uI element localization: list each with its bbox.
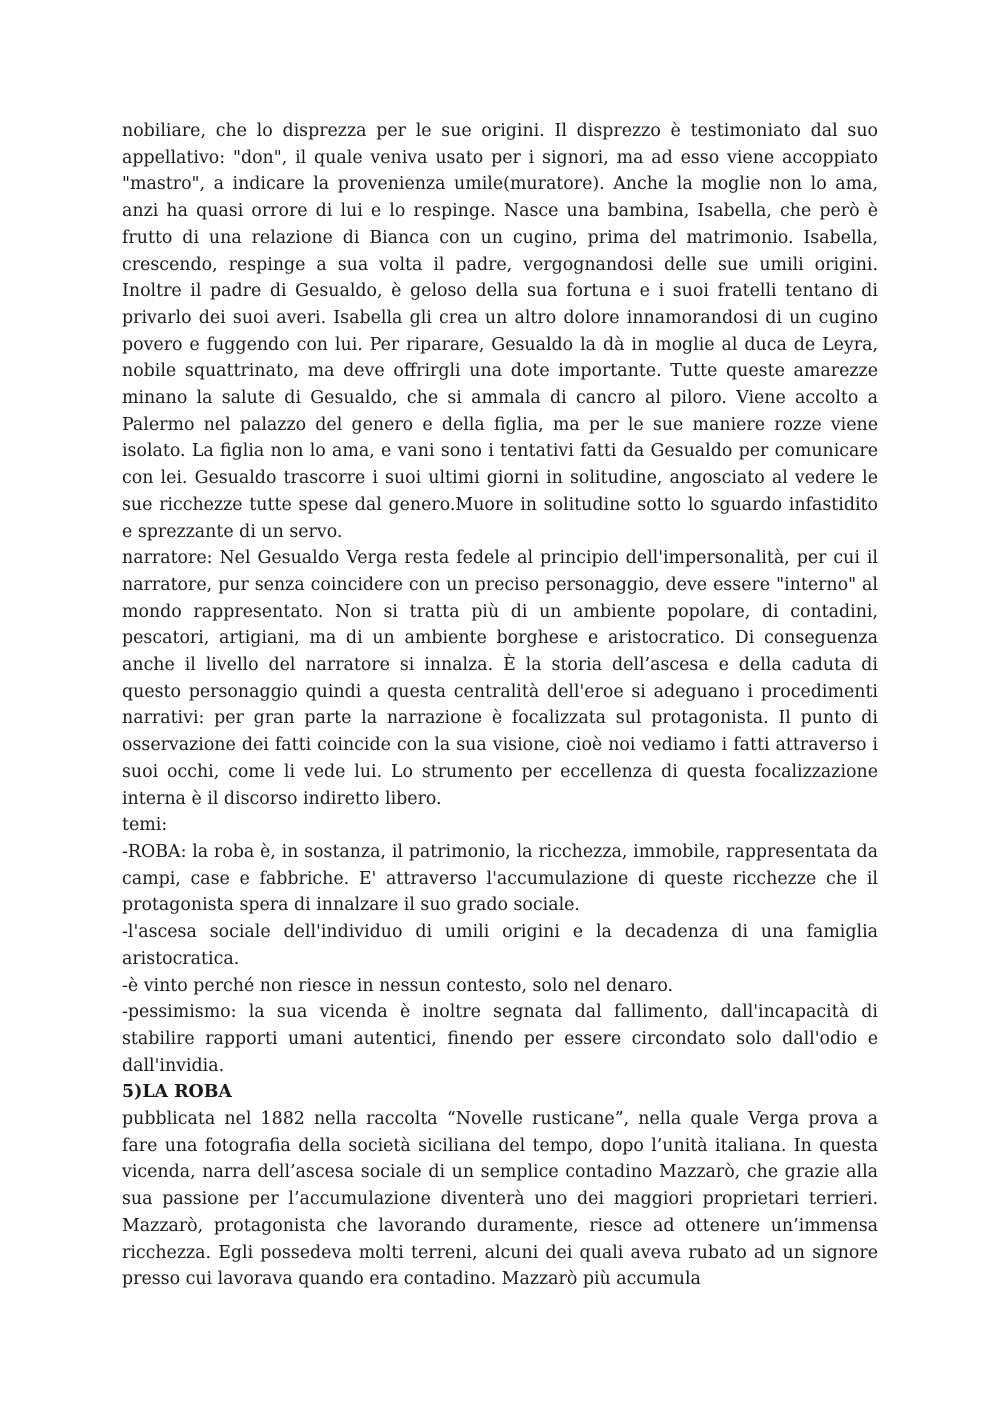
la-roba-paragraph: pubblicata nel 1882 nella raccolta “Novelle rusticane”, nella quale Verga prova a fare una fotografia della società siciliana del tempo, dopo l’unità italiana. In questa vicenda, narra dell’ascesa sociale di un semplice contadino Mazzarò, che grazie alla sua passione per l’accumulazione diventerà uno dei maggiori proprietari terrieri. Mazzarò, protagonista che lavorando duramente, riesce ad ottenere un’immensa ricchezza. Egli possedeva molti terreni, alcuni dei quali aveva rubato ad un signore presso cui lavorava quando era contadino. Mazzarò più accumula <box>122 1109 878 1290</box>
theme-roba: -ROBA: la roba è, in sostanza, il patrimonio, la ricchezza, immobile, rappresentata da campi, case e fabbriche. E' attraverso l'accumulazione di queste ricchezze che il protagonista spera di innalzare il suo grado sociale. <box>122 841 878 916</box>
narrator-paragraph: narratore: Nel Gesualdo Verga resta fedele al principio dell'impersonalità, per cui il narratore, pur senza coincidere con un preciso personaggio, deve essere "interno" al mondo rappresentato. Non si tratta più di un ambiente popolare, di contadini, pescatori, artigiani, ma di un ambiente borghese e aristocratico. Di conseguenza anche il livello del narratore si innalza. È la storia dell’ascesa e della caduta di questo personaggio quindi a questa centralità dell'eroe si adeguano i procedimenti narrativi: per gran parte la narrazione è focalizzata sul protagonista. Il punto di osservazione dei fatti coincide con la sua visione, cioè noi vediamo i fatti attraverso i suoi occhi, come li vede lui. Lo strumento per eccellenza di questa focalizzazione interna è il discorso indiretto libero. <box>122 548 878 809</box>
plot-paragraph: nobiliare, che lo disprezza per le sue origini. Il disprezzo è testimoniato dal suo appellativo: "don", il quale veniva usato per i signori, ma ad esso viene accoppiato "mastro", a indicare la provenienza umile(muratore). Anche la moglie non lo ama, anzi ha quasi orrore di lui e lo respinge. Nasce una bambina, Isabella, che però è frutto di una relazione di Bianca con un cugino, prima del matrimonio. Isabella, crescendo, respinge a sua volta il padre, vergognandosi delle sue umili origini. Inoltre il padre di Gesualdo, è geloso della sua fortuna e i suoi fratelli tentano di privarlo dei suoi averi. Isabella gli crea un altro dolore innamorandosi di un cugino povero e fuggendo con lui. Per riparare, Gesualdo la dà in moglie al duca de Leyra, nobile squattrinato, ma deve offrirgli una dote importante. Tutte queste amarezze minano la salute di Gesualdo, che si ammala di cancro al piloro. Viene accolto a Palermo nel palazzo del genero e della figlia, ma per le sue maniere rozze viene isolato. La figlia non lo ama, e vani sono i tentativi fatti da Gesualdo per comunicare con lei. Gesualdo trascorre i suoi ultimi giorni in solitudine, angosciato al vedere le sue ricchezze tutte spese dal genero.Muore in solitudine sotto lo sguardo infastidito e sprezzante di un servo. <box>122 121 878 542</box>
theme-vinto: -è vinto perché non riesce in nessun contesto, solo nel denaro. <box>122 975 674 996</box>
theme-ascesa: -l'ascesa sociale dell'individuo di umili origini e la decadenza di una famiglia aristocratica. <box>122 922 878 969</box>
theme-pessimismo: -pessimismo: la sua vicenda è inoltre segnata dal fallimento, dall'incapacità di stabilire rapporti umani autentici, finendo per essere circondato solo dall'odio e dall'invidia. <box>122 1002 878 1076</box>
document-page <box>122 118 878 1293</box>
themes-label: temi: <box>122 815 168 836</box>
section-heading-la-roba: 5)LA ROBA <box>122 1082 232 1103</box>
